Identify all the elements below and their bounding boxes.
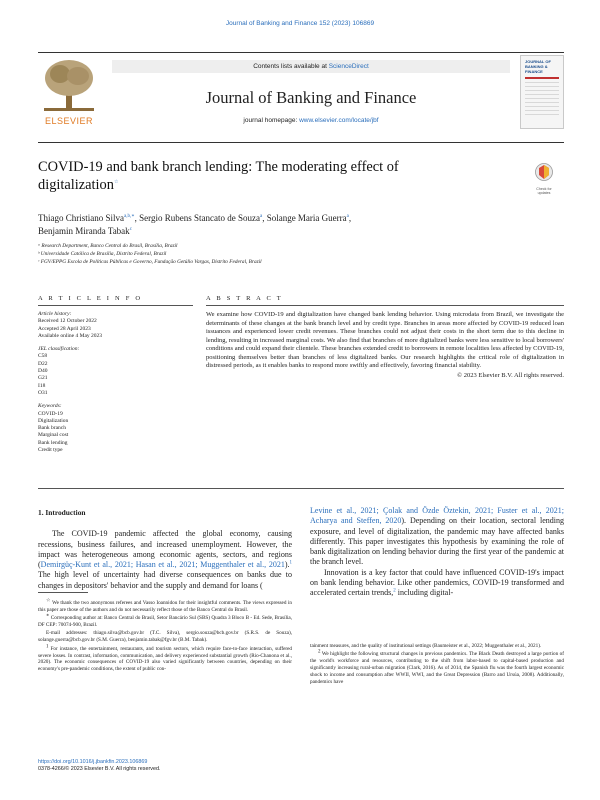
footnote-rule-left xyxy=(38,592,88,593)
intro-text: ). xyxy=(284,560,290,570)
jel-code: G21 xyxy=(38,375,48,382)
footnote-mark: ☆ xyxy=(46,598,51,604)
keyword: Marginal cost xyxy=(38,432,69,439)
author-name[interactable]: Thiago Christiano Silva xyxy=(38,213,124,223)
jel-code: D40 xyxy=(38,368,48,375)
badge-label: Check for updates xyxy=(536,187,552,195)
check-for-updates-badge[interactable] xyxy=(530,162,558,195)
doi-link[interactable]: https://doi.org/10.1016/j.jbankfin.2023.106869 xyxy=(38,759,148,765)
footnote-text: For instance, the entertainment, restaurants, and tourism sectors, which require face-to-face interaction, suffered severe losses. In contrast, information, communication, and delivery experienced substantial growth (Rio-Chanona et al., 2020). The economic consequences of COVID-19 also varied significantly between countries, depending on their economy's pre-pandemic conditions, the extent of public con- xyxy=(38,645,292,673)
intro-paragraph-2 xyxy=(310,568,564,599)
abstract-heading: A B S T R A C T xyxy=(206,295,283,302)
intro-text: Innovation is a key factor that could have influenced COVID-19's impact on bank lending behavior. Like other pandemics, COVID-19 transformed and accelerated certain trends, xyxy=(310,567,564,598)
footnote-ref-2[interactable]: 2 xyxy=(393,588,396,594)
footnote-text: We thank the two anonymous referees and Vasso Ioannidou for their insightful comments. The views expressed in this paper are those of the authors and do not necessarily reflect those of the Banco Central do Brasil. xyxy=(38,600,292,613)
author-affiliation-mark[interactable]: a xyxy=(259,214,263,219)
title-footnote-mark[interactable]: ☆ xyxy=(113,179,119,185)
intro-text: including digital- xyxy=(395,588,454,598)
author-affiliation-mark[interactable]: c xyxy=(129,227,132,232)
footnote-mark: 2 xyxy=(318,649,321,655)
affiliation-a: ᵃ Research Department, Banco Central do Brasil, Brasília, Brazil xyxy=(38,243,178,249)
body-column-left xyxy=(38,508,292,591)
section-heading-introduction: 1. Introduction xyxy=(38,508,86,517)
keyword: Credit type xyxy=(38,447,63,454)
jel-code: C58 xyxy=(38,353,48,360)
intro-text: The COVID-19 pandemic affected the global economy, causing recessions, business failures, and increased unemployment. However, the impact was heterogeneous among economic agents, sectors, and regions ( xyxy=(38,529,292,570)
abstract-text: We examine how COVID-19 and digitalization have changed bank lending behavior. Using microdata from Brazil, we investigate the determinants of these changes at the bank branch level and by credit type. Branches in areas more affected by COVID-19 reduced loan issuances and experienced lower credit revenues. These branches could not adjust their costs in the short term due to this decline in lending, resulting in increased marginal costs. We also find that branches of more digitalized banks were less sensitive to local borrowers' conditions and could expand their clientele. These branches extended credit to borrowers in remote localities less affected by COVID-19, positioning themselves better than branches of less digitalized banks. Our research highlights the critical role of digitalization in distressed periods, as it enables banks to respond more swiftly and effectively, favoring financial stability. xyxy=(206,311,564,369)
footnote-text: E-mail addresses: thiago.silva@bcb.gov.br (T.C. Silva), sergio.souza@bcb.gov.br (S.R.S. de Souza), solange.guerra@bcb.gov.br (S.M. Guerra), benjamin.tabak@fgv.br (B.M. Tabak). xyxy=(38,630,292,644)
intro-paragraph-1 xyxy=(38,529,292,591)
footnote-corresponding xyxy=(38,615,292,629)
author-separator: , xyxy=(348,213,352,223)
history-received: Received 12 October 2022 xyxy=(38,318,97,325)
author-list xyxy=(38,212,508,238)
article-info-rule xyxy=(38,305,193,306)
footnote-2 xyxy=(310,651,564,686)
footnote-mark: 1 xyxy=(46,643,49,649)
footnote-text: Corresponding author at: Banco Central do Brasil, Setor Bancário Sul (SBS) Quadra 3 Bloco B - Ed. Sede, Brasília, DF CEP: 70074-900, Brazil. xyxy=(38,615,292,629)
contents-prefix: Contents lists available at xyxy=(253,63,329,70)
front-matter-rule xyxy=(38,488,564,489)
author-separator: , xyxy=(134,213,140,223)
intro-text: ). Depending on their location, sectoral lending exposure, and level of digitalization, the pandemic may have affected banks differently. This paper investigates this hypothesis by examining the role of bank digitalization on lending behavior during the first year of the pandemic at the branch level. xyxy=(310,516,564,567)
intro-paragraph-1-continued xyxy=(310,506,564,568)
abstract-copyright: © 2023 Elsevier B.V. All rights reserved. xyxy=(457,371,564,379)
page-footer xyxy=(38,759,160,774)
jel-code: O31 xyxy=(38,389,48,396)
history-online: Available online 4 May 2023 xyxy=(38,332,103,339)
jel-code: I18 xyxy=(38,382,46,389)
footnotes-right xyxy=(310,643,564,687)
journal-title: Journal of Banking and Finance xyxy=(205,88,417,107)
journal-homepage xyxy=(112,117,510,124)
article-info-heading: A R T I C L E I N F O xyxy=(38,295,143,302)
homepage-link[interactable]: www.elsevier.com/locate/jbf xyxy=(299,117,379,124)
article-title xyxy=(38,159,468,194)
header-rule-top xyxy=(38,52,564,53)
abstract-rule xyxy=(206,305,564,306)
author-affiliation-mark[interactable]: a xyxy=(346,214,349,219)
sciencedirect-link[interactable]: ScienceDirect xyxy=(328,63,369,70)
body-column-right xyxy=(310,506,564,599)
history-label: Article history: xyxy=(38,311,72,317)
jel-code: D22 xyxy=(38,360,48,367)
keyword: Bank branch xyxy=(38,425,66,432)
citation-link[interactable]: Levine et al., 2021; Çolak and Özde Öztekin, 2021; Fuster et al., 2021; Acharya and Steffen, 2020 xyxy=(310,506,564,526)
keywords-label: Keywords: xyxy=(38,403,62,410)
keyword: Digitalization xyxy=(38,417,69,424)
citation-link[interactable]: Demirgüç-Kunt et al., 2021; Hasan et al., 2021; Muggenthaler et al., 2021 xyxy=(40,560,285,570)
footnote-emails xyxy=(38,630,292,644)
running-citation[interactable]: Journal of Banking and Finance 152 (2023) 106869 xyxy=(225,20,375,27)
homepage-prefix: journal homepage: xyxy=(243,117,300,124)
contents-banner xyxy=(112,60,510,73)
author-name[interactable]: Benjamin Miranda Tabak xyxy=(38,226,130,236)
footnote-text: We highlight the following structural changes in previous pandemics. The Black Death destroyed a large portion of the world's workforce and resources, contributing to the shift from labor-based to capital-based production and significantly increasing rural-urban migration (Clark, 2016). As of 2014, the Spanish flu was the fourth largest economic shock to income and consumption after WWII, WWI, and the Great Depression (Barro and Ursúa, 2008). Additionally, pandemics have xyxy=(310,651,564,685)
jel-label: JEL classification: xyxy=(38,346,80,353)
footnotes-left xyxy=(38,600,292,675)
abstract xyxy=(206,311,564,380)
article-title-text: COVID-19 and bank branch lending: The moderating effect of digitalization xyxy=(38,159,399,193)
affiliation-c: ᶜ FGV/EPPG Escola de Políticas Públicas e Governo, Fundação Getúlio Vargas, Distrito Federal, Brazil xyxy=(38,259,262,265)
author-affiliation-mark[interactable]: a,b,∗ xyxy=(124,214,135,219)
history-accepted: Accepted 28 April 2023 xyxy=(38,325,91,332)
author-separator: , xyxy=(262,213,267,223)
journal-cover xyxy=(520,55,564,129)
article-info-panel xyxy=(38,311,188,454)
elsevier-logo xyxy=(38,56,100,128)
footnote-1 xyxy=(38,643,292,674)
issn-copyright: 0378-4266/© 2023 Elsevier B.V. All rights reserved. xyxy=(38,766,161,773)
footnote-mark: ∗ xyxy=(46,613,50,619)
footnote-1-continued: tainment measures, and the quality of institutional settings (Baumeister et al., 2022; Muggenthaler et al., 2021). xyxy=(310,643,542,649)
affiliation-b: ᵇ Universidade Católica de Brasília, Distrito Federal, Brazil xyxy=(38,251,167,257)
cover-title: JOURNAL OF BANKING & FINANCE xyxy=(525,59,551,74)
publisher-wordmark: ELSEVIER xyxy=(44,116,94,126)
keyword: Bank lending xyxy=(38,439,68,446)
footnote-ref-1[interactable]: 1 xyxy=(289,560,292,566)
affiliations xyxy=(38,242,508,266)
footnote-title xyxy=(38,600,292,614)
author-name[interactable]: Solange Maria Guerra xyxy=(266,213,347,223)
intro-text: The high level of uncertainty had diverse consequences on banks due to changes in depositors' behavior and the supply and demand for loans ( xyxy=(38,570,292,590)
keyword: COVID-19 xyxy=(38,410,63,417)
header-rule-bottom xyxy=(38,142,564,143)
author-name[interactable]: Sergio Rubens Stancato de Souza xyxy=(139,213,260,223)
